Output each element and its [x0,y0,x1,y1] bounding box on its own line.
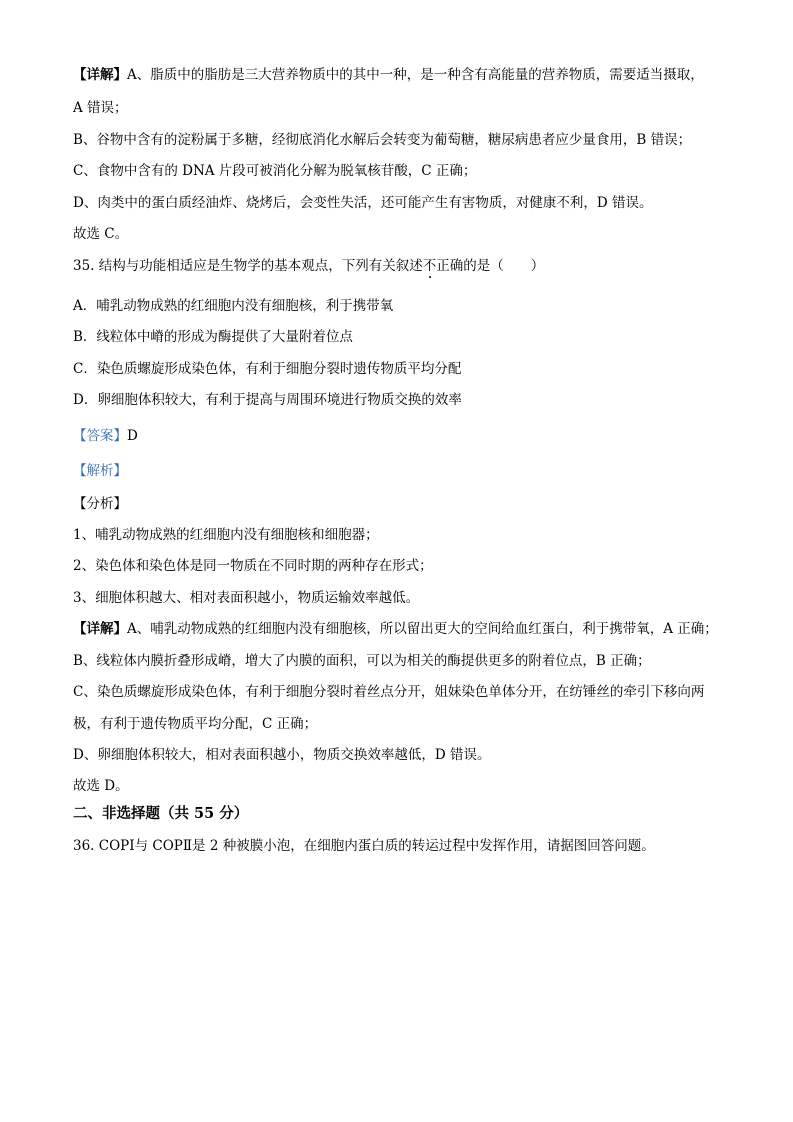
q34-detail-b: B、谷物中含有的淀粉属于多糖，经彻底消化水解后会转变为葡萄糖，糖尿病患者应少量食用，B 错误； [73,132,692,148]
q35-option-c: C．染色质螺旋形成染色体，有利于细胞分裂时遗传物质平均分配 [73,361,462,377]
q35-detail-d: D、卵细胞体积较大，相对表面积越小，物质交换效率越低，D 错误。 [73,747,491,763]
fenxi-item-2: 2、染色体和染色体是同一物质在不同时期的两种存在形式； [73,558,433,574]
q35-stem-pre: 35. 结构与功能相适应是生物学的基本观点，下列有关叙述 [73,258,423,274]
q34-detail-a-text: A、脂质中的脂肪是三大营养物质中的其中一种，是一种含有高能量的营养物质，需要适当摄取， [127,67,704,83]
q35-detail-c-line1: C、染色质螺旋形成染色体，有利于细胞分裂时着丝点分开，姐妹染色单体分开，在纺锤丝的牵引下移向两 [73,684,705,700]
q35-answer [73,427,138,445]
q34-detail-a-line2: A 错误； [73,100,128,116]
q35-option-d: D．卵细胞体积较大，有利于提高与周围环境进行物质交换的效率 [73,392,462,408]
detail-label: 【详解】 [73,621,127,637]
q36-stem: 36. COPⅠ与 COPⅡ是 2 种被膜小泡，在细胞内蛋白质的转运过程中发挥作用，请据图回答问题。 [73,838,655,854]
q34-detail-d: D、肉类中的蛋白质经油炸、烧烤后，会变性失活，还可能产生有害物质，对健康不利，D 错误。 [73,195,653,211]
answer-value: D [127,428,138,444]
q34-detail-c: C、食物中含有的 DNA 片段可被消化分解为脱氧核苷酸，C 正确； [73,163,477,179]
q35-detail-a-text: A、哺乳动物成熟的红细胞内没有细胞核，所以留出更大的空间给血红蛋白，利于携带氧，A 正确； [127,621,718,637]
q35-option-b: B．线粒体中嵴的形成为酶提供了大量附着位点 [73,329,353,345]
fenxi-item-3: 3、细胞体积越大、相对表面积越小，物质运输效率越低。 [73,590,420,606]
q34-detail-a-line1 [73,66,704,84]
fenxi-item-1: 1、哺乳动物成熟的红细胞内没有细胞核和细胞器； [73,527,379,543]
q35-option-a: A．哺乳动物成熟的红细胞内没有细胞核，利于携带氧 [73,298,394,314]
answer-label: 【答案】 [73,428,127,444]
q35-stem-correct: 正确 [436,258,464,274]
q35-stem-not: 不 [422,258,437,274]
detail-label: 【详解】 [73,67,127,83]
q35-detail-c-line2: 极，有利于遗传物质平均分配，C 正确； [73,716,318,732]
q35-stem [73,257,544,275]
analysis-label: 【解析】 [73,463,127,479]
q35-conclusion: 故选 D。 [73,778,129,794]
section-title: 二、非选择题（共 55 分） [73,805,249,822]
fenxi-label: 【分析】 [73,496,127,512]
q34-conclusion: 故选 C。 [73,226,129,242]
q35-detail-b: B、线粒体内膜折叠形成嵴，增大了内膜的面积，可以为相关的酶提供更多的附着位点，B 正确； [73,653,651,669]
q35-detail-a [73,620,718,638]
q35-stem-post: 的是（ ） [463,258,545,274]
